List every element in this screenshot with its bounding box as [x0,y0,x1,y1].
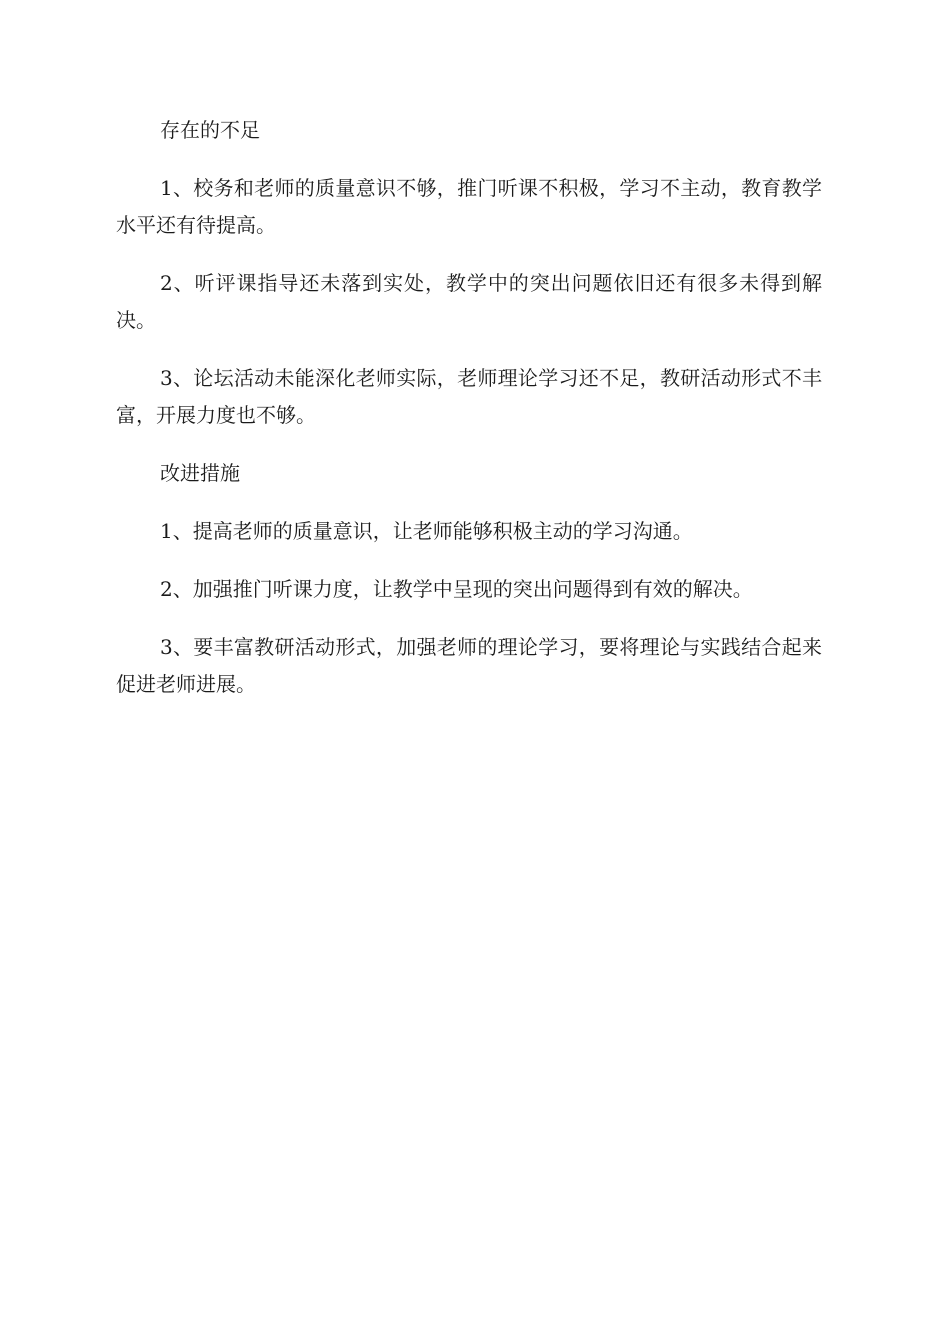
document-body [116,112,822,724]
section-heading-shortcomings: 存在的不足 [160,118,260,142]
improvement-item-1: 1、提高老师的质量意识，让老师能够积极主动的学习沟通。 [160,519,693,543]
improvement-item-3: 3、要丰富教研活动形式，加强老师的理论学习，要将理论与实践结合起来促进老师进展。 [116,635,822,696]
improvement-item-2: 2、加强推门听课力度，让教学中呈现的突出问题得到有效的解决。 [160,577,753,601]
section-heading-improvements: 改进措施 [160,461,240,485]
shortcoming-item-3: 3、论坛活动未能深化老师实际，老师理论学习还不足，教研活动形式不丰富，开展力度也不够。 [116,366,822,427]
shortcoming-item-2: 2、听评课指导还未落到实处，教学中的突出问题依旧还有很多未得到解决。 [116,271,822,332]
shortcoming-item-1: 1、校务和老师的质量意识不够，推门听课不积极，学习不主动，教育教学水平还有待提高。 [116,176,822,237]
